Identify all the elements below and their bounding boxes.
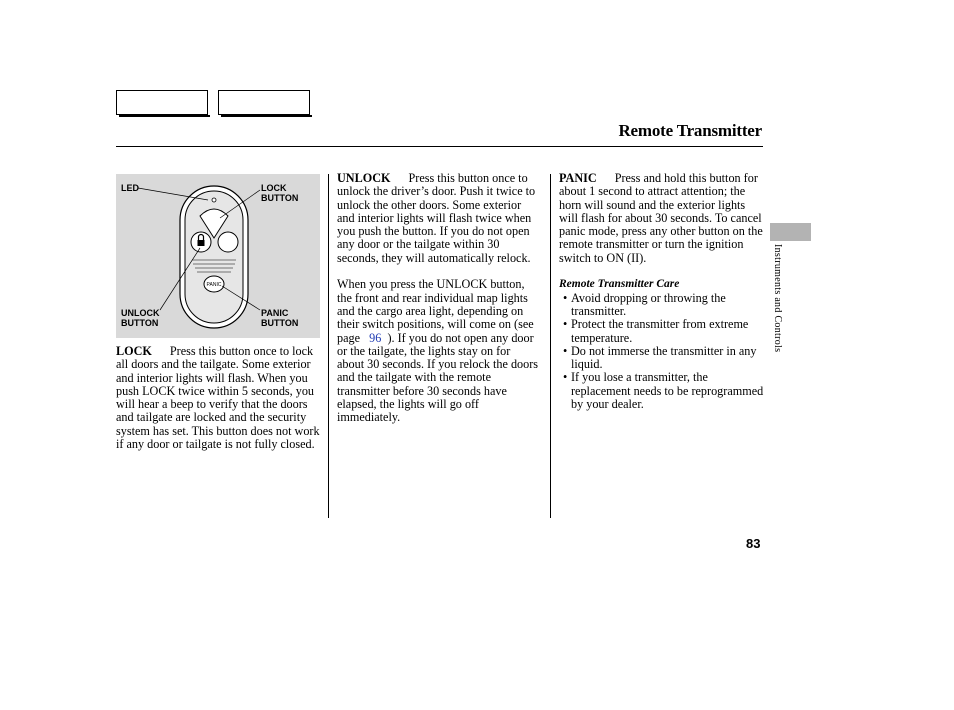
page-number: 83 (746, 536, 761, 551)
section-label: Instruments and Controls (772, 244, 783, 353)
column-divider-2 (550, 174, 551, 518)
nav-box-previous[interactable] (116, 90, 208, 115)
lock-term: LOCK (116, 344, 152, 358)
unlock-icon (218, 232, 238, 252)
unlock-text: Press this button once to unlock the driver’s door. Push it twice to unlock the other doors. Some exterior and interior lights will flash twice when you push the button. If you do not open any door or the tailgate within 30 seconds, they will automatically relock. (337, 171, 536, 265)
panic-button-label: PANIC BUTTON (261, 308, 299, 328)
page-title: Remote Transmitter (618, 121, 762, 140)
unlock-term: UNLOCK (337, 171, 391, 185)
page-link[interactable]: 96 (369, 330, 382, 345)
led-label: LED (121, 183, 139, 193)
list-item: • Do not immerse the transmitter in any liquid. (559, 345, 764, 372)
unlock-para2-after: ). If you do not open any door or the tailgate, the lights stay on for about 30 seconds. If you relock the doors and the tailgate with the remote transmitter before 30 seconds have elapsed, the lights will go off immediately. (337, 330, 539, 425)
unlock-para2-before: When you press the UNLOCK button, the front and rear individual map lights and the cargo area light, depending on their switch positions, will come on (see page (337, 277, 534, 345)
section-tab (770, 223, 811, 241)
lock-text: Press this button once to lock all doors and the tailgate. Some exterior and interior lights will flash. When you push LOCK twice within 5 seconds, you will hear a beep to verify that the doors and tailgate are locked and the security system has set. This button does not work if any door or tailgate is not fully closed. (116, 344, 320, 452)
lock-description (116, 345, 320, 451)
care-heading: Remote Transmitter Care (559, 278, 680, 291)
nav-box-next[interactable] (218, 90, 310, 115)
title-rule (116, 146, 763, 147)
panic-key-label: PANIC (206, 282, 222, 288)
column-divider-1 (328, 174, 329, 518)
list-item: • Avoid dropping or throwing the transmitter. (559, 292, 764, 319)
panic-text: Press and hold this button for about 1 second to attract attention; the horn will sound and the exterior lights will flash for about 30 seconds. To cancel panic mode, press any other button on the remote transmitter or turn the ignition switch to ON (II). (559, 171, 763, 265)
lock-button-label: LOCK BUTTON (261, 183, 299, 203)
care-list (559, 292, 764, 412)
list-item: • Protect the transmitter from extreme temperature. (559, 318, 764, 345)
unlock-description (337, 172, 540, 425)
panic-term: PANIC (559, 171, 597, 185)
transmitter-figure (116, 174, 320, 338)
unlock-button-label: UNLOCK BUTTON (121, 308, 160, 328)
list-item: • If you lose a transmitter, the replacement needs to be reprogrammed by your dealer. (559, 371, 764, 411)
led-icon (212, 198, 216, 202)
panic-description (559, 172, 764, 411)
